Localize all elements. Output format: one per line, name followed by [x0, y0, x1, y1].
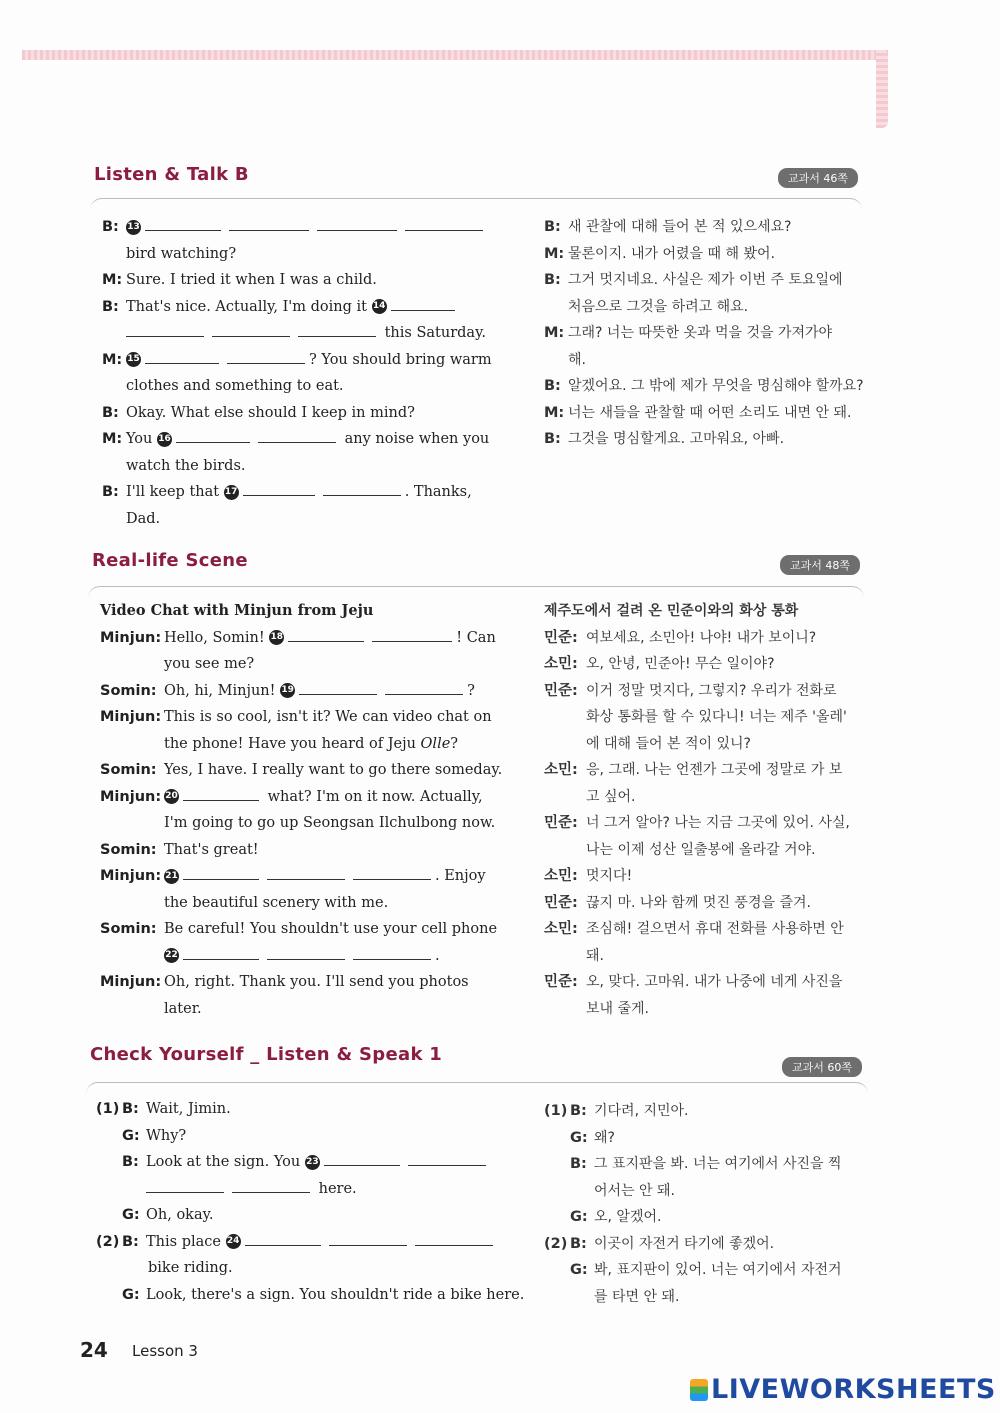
dialogue-text: Oh, right. Thank you. I'll send you photos [164, 974, 469, 990]
dialogue-line [96, 1096, 496, 1123]
dialogue-line [96, 1149, 496, 1176]
dialogue-line [544, 810, 864, 837]
dialogue-line [544, 890, 864, 917]
answer-blank[interactable] [353, 945, 431, 960]
dialogue-text: the phone! Have you heard of Jeju [164, 735, 421, 752]
dialogue-line [544, 1125, 864, 1152]
speaker-label: Minjun: [100, 868, 162, 884]
dialogue-line [544, 400, 864, 427]
dialogue-text: 보내 줄게. [586, 1000, 649, 1017]
answer-blank[interactable] [323, 481, 401, 496]
dialogue-text: 이곳이 자전거 타기에 좋겠어. [594, 1235, 775, 1252]
speaker-label: G: [122, 1127, 140, 1144]
dialogue-text: ! Can [456, 629, 496, 646]
dialogue-line [544, 1098, 864, 1125]
dialogue-line [544, 704, 864, 731]
blank-number-16: 16 [157, 432, 172, 447]
dialogue-line [102, 400, 494, 427]
dialogue-line [544, 625, 864, 652]
speaker-label: 민준: [544, 682, 578, 699]
dialogue-line [544, 1257, 864, 1284]
answer-blank[interactable] [183, 865, 259, 880]
dialogue-line [544, 678, 864, 705]
speaker-label: 소민: [544, 921, 578, 937]
dialogue-text: this Saturday. [384, 325, 486, 341]
brand-text: LIVEWORKSHEETS [711, 1374, 996, 1405]
dialogue-line [544, 426, 864, 453]
dialogue-line [544, 214, 864, 241]
speaker-label: Somin: [100, 762, 157, 778]
dialogue-line [102, 347, 494, 374]
dialogue-line [544, 969, 864, 996]
dialogue-line [544, 943, 864, 970]
speaker-label: Somin: [100, 921, 157, 937]
dialogue-text: 봐, 표지판이 있어. 너는 여기에서 자전거 [594, 1262, 842, 1278]
dialogue-text: 새 관찰에 대해 들어 본 적 있으세요? [568, 219, 792, 235]
speaker-label: B: [102, 219, 119, 235]
item-label: (2) [96, 1233, 120, 1250]
dialogue-text: 알겠어요. 그 밖에 제가 무엇을 명심해야 할까요? [568, 378, 864, 394]
speaker-label: Minjun: [100, 788, 162, 805]
speaker-label: B: [544, 272, 561, 288]
dialogue-line [100, 969, 494, 996]
dialogue-line [100, 757, 503, 784]
dialogue-line [100, 863, 494, 890]
dialogue-text: Hello, Somin! [164, 629, 265, 646]
dialogue-line [100, 916, 498, 943]
dialogue-text: you see me? [164, 656, 255, 672]
dialogue-text: 그것을 명심할게요. 고마워요, 아빠. [568, 431, 785, 447]
speaker-label: B: [544, 219, 561, 235]
speaker-label: 소민: [544, 762, 578, 778]
answer-blank[interactable] [212, 322, 290, 337]
answer-blank[interactable] [176, 428, 250, 443]
speaker-label: M: [544, 325, 565, 341]
blank-number-19: 19 [280, 683, 295, 698]
dialogue-text: . Thanks, [404, 484, 472, 500]
speaker-label: Somin: [100, 682, 157, 699]
dialogue-line [544, 347, 864, 374]
dialogue-text: Look, there's a sign. You shouldn't ride a bike here. [146, 1286, 525, 1303]
dialogue-text: 멋지다! [586, 868, 633, 884]
dialogue-text: 오, 안녕, 민준아! 무슨 일이야? [586, 656, 775, 672]
dialogue-text: Be careful! You shouldn't use your cell phone [164, 921, 498, 937]
blank-number-18: 18 [269, 630, 284, 645]
dialogue-text: 그거 멋지네요. 사실은 제가 이번 주 토요일에 [568, 272, 843, 288]
dialogue-line [544, 916, 864, 943]
speaker-label: B: [544, 378, 561, 394]
rls-korean-column [544, 598, 864, 1022]
dialogue-text: ? [450, 735, 459, 752]
speaker-label: Somin: [100, 841, 157, 858]
dialogue-line [544, 731, 864, 758]
answer-blank[interactable] [145, 349, 219, 364]
dialogue-line [102, 214, 494, 241]
dialogue-line [100, 678, 494, 705]
speaker-label: M: [544, 245, 565, 262]
dialogue-line [544, 267, 864, 294]
speaker-label: B: [570, 1156, 587, 1172]
rls-english-column [100, 598, 503, 1022]
liveworksheets-logo [690, 1374, 996, 1405]
dialogue-text: 응, 그래. 나는 언젠가 그곳에 정말로 가 보 [586, 762, 843, 778]
speaker-label: B: [102, 298, 119, 315]
answer-blank[interactable] [258, 428, 336, 443]
section-title-listen-talk-b: Listen & Talk B [94, 164, 249, 185]
dialogue-heading: 제주도에서 걸려 온 민준이와의 화상 통화 [544, 603, 799, 619]
dialogue-line [100, 651, 494, 678]
dialogue-line [102, 294, 494, 321]
dialogue-text: 어서는 안 돼. [594, 1182, 675, 1199]
speaker-label: B: [102, 484, 119, 500]
dialogue-line [100, 837, 494, 864]
dialogue-text: 이거 정말 멋지다, 그렇지? 우리가 전화로 [586, 682, 837, 699]
dialogue-heading: Video Chat with Minjun from Jeju [100, 602, 374, 619]
answer-blank[interactable] [229, 216, 309, 231]
answer-blank[interactable] [183, 945, 259, 960]
answer-blank[interactable] [372, 627, 452, 642]
dialogue-line [544, 1231, 864, 1258]
answer-blank[interactable] [243, 481, 315, 496]
dialogue-text: I'm going to go up Seongsan Ilchulbong now. [164, 815, 496, 831]
cy-english-column [96, 1096, 525, 1308]
dialogue-text: watch the birds. [126, 457, 246, 474]
dialogue-line [544, 1151, 864, 1178]
dialogue-line [100, 890, 494, 917]
dialogue-line [544, 1178, 864, 1205]
dialogue-text: 여보세요, 소민아! 나야! 내가 보이니? [586, 629, 817, 646]
dialogue-text: 오, 맞다. 고마워. 내가 나중에 네게 사진을 [586, 974, 843, 990]
answer-blank[interactable] [288, 627, 364, 642]
dialogue-text: You [126, 431, 153, 447]
answer-blank[interactable] [183, 786, 259, 801]
answer-blank[interactable] [267, 945, 345, 960]
dialogue-text: This is so cool, isn't it? We can video chat on [164, 709, 492, 725]
item-label: (2) [544, 1235, 568, 1252]
textbook-page-badge: 교과서 46쪽 [778, 168, 858, 188]
dialogue-line [544, 837, 864, 864]
dialogue-text: Look at the sign. You [146, 1154, 301, 1170]
dialogue-text: I'll keep that [126, 484, 220, 500]
dialogue-line [102, 373, 494, 400]
textbook-page-badge: 교과서 48쪽 [780, 555, 860, 575]
answer-blank[interactable] [385, 680, 463, 695]
dialogue-text: Yes, I have. I really want to go there someday. [164, 762, 503, 778]
answer-blank[interactable] [227, 349, 305, 364]
dialogue-line [96, 1229, 496, 1256]
dialogue-text: 왜? [594, 1129, 615, 1146]
dialogue-text: 끊지 마. 나와 함께 멋진 풍경을 즐겨. [586, 894, 811, 911]
dialogue-text: Oh, hi, Minjun! [164, 682, 276, 699]
answer-blank[interactable] [126, 322, 204, 337]
speaker-label: 소민: [544, 868, 578, 884]
dialogue-text-italic: Olle [420, 735, 451, 752]
dialogue-line [544, 651, 864, 678]
dialogue-text: This place [146, 1233, 221, 1250]
dialogue-text: That's great! [164, 841, 259, 858]
dialogue-line [544, 784, 864, 811]
answer-blank[interactable] [391, 296, 455, 311]
answer-blank[interactable] [408, 1151, 486, 1166]
dialogue-text: ? You should bring warm [309, 351, 492, 368]
dialogue-text: That's nice. Actually, I'm doing it [126, 298, 367, 315]
dialogue-text: 너는 새들을 관찰할 때 어떤 소리도 내면 안 돼. [568, 404, 852, 421]
speaker-label: B: [102, 404, 119, 421]
dialogue-line [544, 373, 864, 400]
dialogue-line [102, 267, 494, 294]
speaker-label: M: [102, 431, 123, 447]
dialogue-text: 그래? 너는 따뜻한 옷과 먹을 것을 가져가야 [568, 325, 833, 341]
dialogue-line [96, 1255, 496, 1282]
dialogue-text: any noise when you [344, 431, 490, 447]
dialogue-line [96, 1282, 525, 1309]
speaker-label: B: [570, 1103, 587, 1119]
speaker-label: B: [122, 1154, 139, 1170]
speaker-label: G: [570, 1209, 588, 1225]
dialogue-line [100, 943, 494, 970]
dialogue-text: 기다려, 지민아. [594, 1103, 689, 1119]
speaker-label: Minjun: [100, 974, 162, 990]
blank-number-23: 23 [305, 1155, 320, 1170]
dialogue-text: Wait, Jimin. [146, 1101, 231, 1117]
dialogue-line [544, 757, 864, 784]
blank-number-24: 24 [226, 1234, 241, 1249]
answer-blank[interactable] [317, 216, 397, 231]
speaker-label: 소민: [544, 656, 578, 672]
answer-blank[interactable] [267, 865, 345, 880]
dialogue-line [100, 784, 494, 811]
speaker-label: 민준: [544, 974, 578, 990]
ltb-english-column [102, 214, 494, 532]
dialogue-text: the beautiful scenery with me. [164, 894, 389, 911]
dialogue-line [544, 1204, 864, 1231]
blank-number-14: 14 [372, 299, 387, 314]
blank-number-21: 21 [164, 869, 179, 884]
dialogue-text: 고 싶어. [586, 788, 636, 805]
dialogue-text: 화상 통화를 할 수 있다니! 너는 제주 '올레' [586, 709, 847, 725]
blank-number-22: 22 [164, 948, 179, 963]
answer-blank[interactable] [353, 865, 431, 880]
dialogue-text: 를 타면 안 돼. [594, 1288, 680, 1305]
answer-blank[interactable] [245, 1231, 321, 1246]
answer-blank[interactable] [299, 680, 377, 695]
dialogue-text: 나는 이제 성산 일출봉에 올라갈 거야. [586, 841, 816, 858]
dialogue-text: Why? [146, 1127, 187, 1144]
dialogue-text: 오, 알겠어. [594, 1209, 662, 1225]
page-number: 24 [80, 1338, 108, 1362]
dialogue-line [102, 453, 494, 480]
answer-blank[interactable] [415, 1231, 493, 1246]
item-label: (1) [96, 1101, 120, 1117]
speaker-label: B: [570, 1235, 587, 1252]
dialogue-text: Sure. I tried it when I was a child. [126, 272, 377, 288]
dialogue-line [102, 241, 494, 268]
live-logo-icon [690, 1379, 708, 1401]
speaker-label: M: [544, 404, 565, 421]
blank-number-20: 20 [164, 789, 179, 804]
dialogue-text: 너 그거 알아? 나는 지금 그곳에 있어. 사실, [586, 815, 850, 831]
speaker-label: 민준: [544, 629, 578, 646]
dialogue-text: Dad. [126, 510, 161, 527]
dialogue-text: 돼. [586, 947, 604, 964]
speaker-label: G: [122, 1286, 140, 1303]
cy-korean-column [544, 1098, 864, 1310]
dialogue-text: here. [318, 1180, 357, 1197]
dialogue-line [544, 863, 864, 890]
speaker-label: M: [102, 351, 123, 368]
dialogue-text: Oh, okay. [146, 1207, 214, 1223]
speaker-label: B: [544, 431, 561, 447]
dialogue-text: ? [467, 682, 475, 699]
lesson-label: Lesson 3 [132, 1342, 198, 1360]
blank-number-15: 15 [126, 352, 141, 367]
dialogue-line [544, 241, 864, 268]
dialogue-line [100, 731, 494, 758]
dialogue-text: Okay. What else should I keep in mind? [126, 404, 415, 421]
dialogue-line [96, 1123, 496, 1150]
dialogue-text: clothes and something to eat. [126, 378, 344, 394]
answer-blank[interactable] [146, 1178, 224, 1193]
decorative-top-band-end [876, 50, 888, 128]
ltb-korean-column [544, 214, 864, 453]
dialogue-line [100, 996, 494, 1023]
dialogue-line [102, 506, 494, 533]
dialogue-text: what? I'm on it now. Actually, [267, 788, 483, 805]
section-title-real-life-scene: Real-life Scene [92, 550, 248, 571]
dialogue-text: 물론이지. 내가 어렸을 때 해 봤어. [568, 245, 775, 262]
item-label: (1) [544, 1103, 568, 1119]
dialogue-text: 해. [568, 351, 586, 368]
dialogue-line [100, 810, 494, 837]
speaker-label: Minjun: [100, 709, 162, 725]
dialogue-line [96, 1202, 496, 1229]
dialogue-text: 에 대해 들어 본 적이 있니? [586, 735, 751, 752]
speaker-label: B: [122, 1233, 139, 1250]
dialogue-line [544, 294, 864, 321]
dialogue-line [102, 426, 494, 453]
dialogue-text: 처음으로 그것을 하려고 해요. [568, 298, 749, 315]
speaker-label: G: [122, 1207, 140, 1223]
speaker-label: G: [570, 1129, 588, 1146]
dialogue-text: . [435, 947, 440, 964]
speaker-label: 민준: [544, 894, 578, 911]
dialogue-line [100, 625, 494, 652]
dialogue-text: bird watching? [126, 245, 237, 262]
blank-number-17: 17 [224, 485, 239, 500]
answer-blank[interactable] [324, 1151, 400, 1166]
answer-blank[interactable] [298, 322, 376, 337]
speaker-label: 민준: [544, 815, 578, 831]
speaker-label: B: [122, 1101, 139, 1117]
decorative-top-band [22, 50, 888, 60]
section-title-check-yourself: Check Yourself _ Listen & Speak 1 [90, 1044, 443, 1065]
answer-blank[interactable] [145, 216, 221, 231]
dialogue-text: later. [164, 1000, 202, 1017]
textbook-page-badge: 교과서 60쪽 [782, 1057, 862, 1077]
dialogue-line [544, 1284, 864, 1311]
dialogue-text: . Enjoy [435, 868, 486, 884]
answer-blank[interactable] [232, 1178, 310, 1193]
dialogue-line [544, 996, 864, 1023]
dialogue-line [544, 320, 864, 347]
answer-blank[interactable] [405, 216, 483, 231]
dialogue-text: bike riding. [148, 1260, 233, 1276]
dialogue-text: 그 표지판을 봐. 너는 여기에서 사진을 찍 [594, 1156, 842, 1172]
dialogue-line [96, 1176, 496, 1203]
dialogue-text: 조심해! 걸으면서 휴대 전화를 사용하면 안 [586, 921, 844, 937]
speaker-label: G: [570, 1262, 588, 1278]
speaker-label: Minjun: [100, 629, 162, 646]
dialogue-line [102, 320, 494, 347]
blank-number-13: 13 [126, 220, 141, 235]
answer-blank[interactable] [329, 1231, 407, 1246]
dialogue-line [102, 479, 494, 506]
speaker-label: M: [102, 272, 123, 288]
dialogue-line [100, 704, 494, 731]
